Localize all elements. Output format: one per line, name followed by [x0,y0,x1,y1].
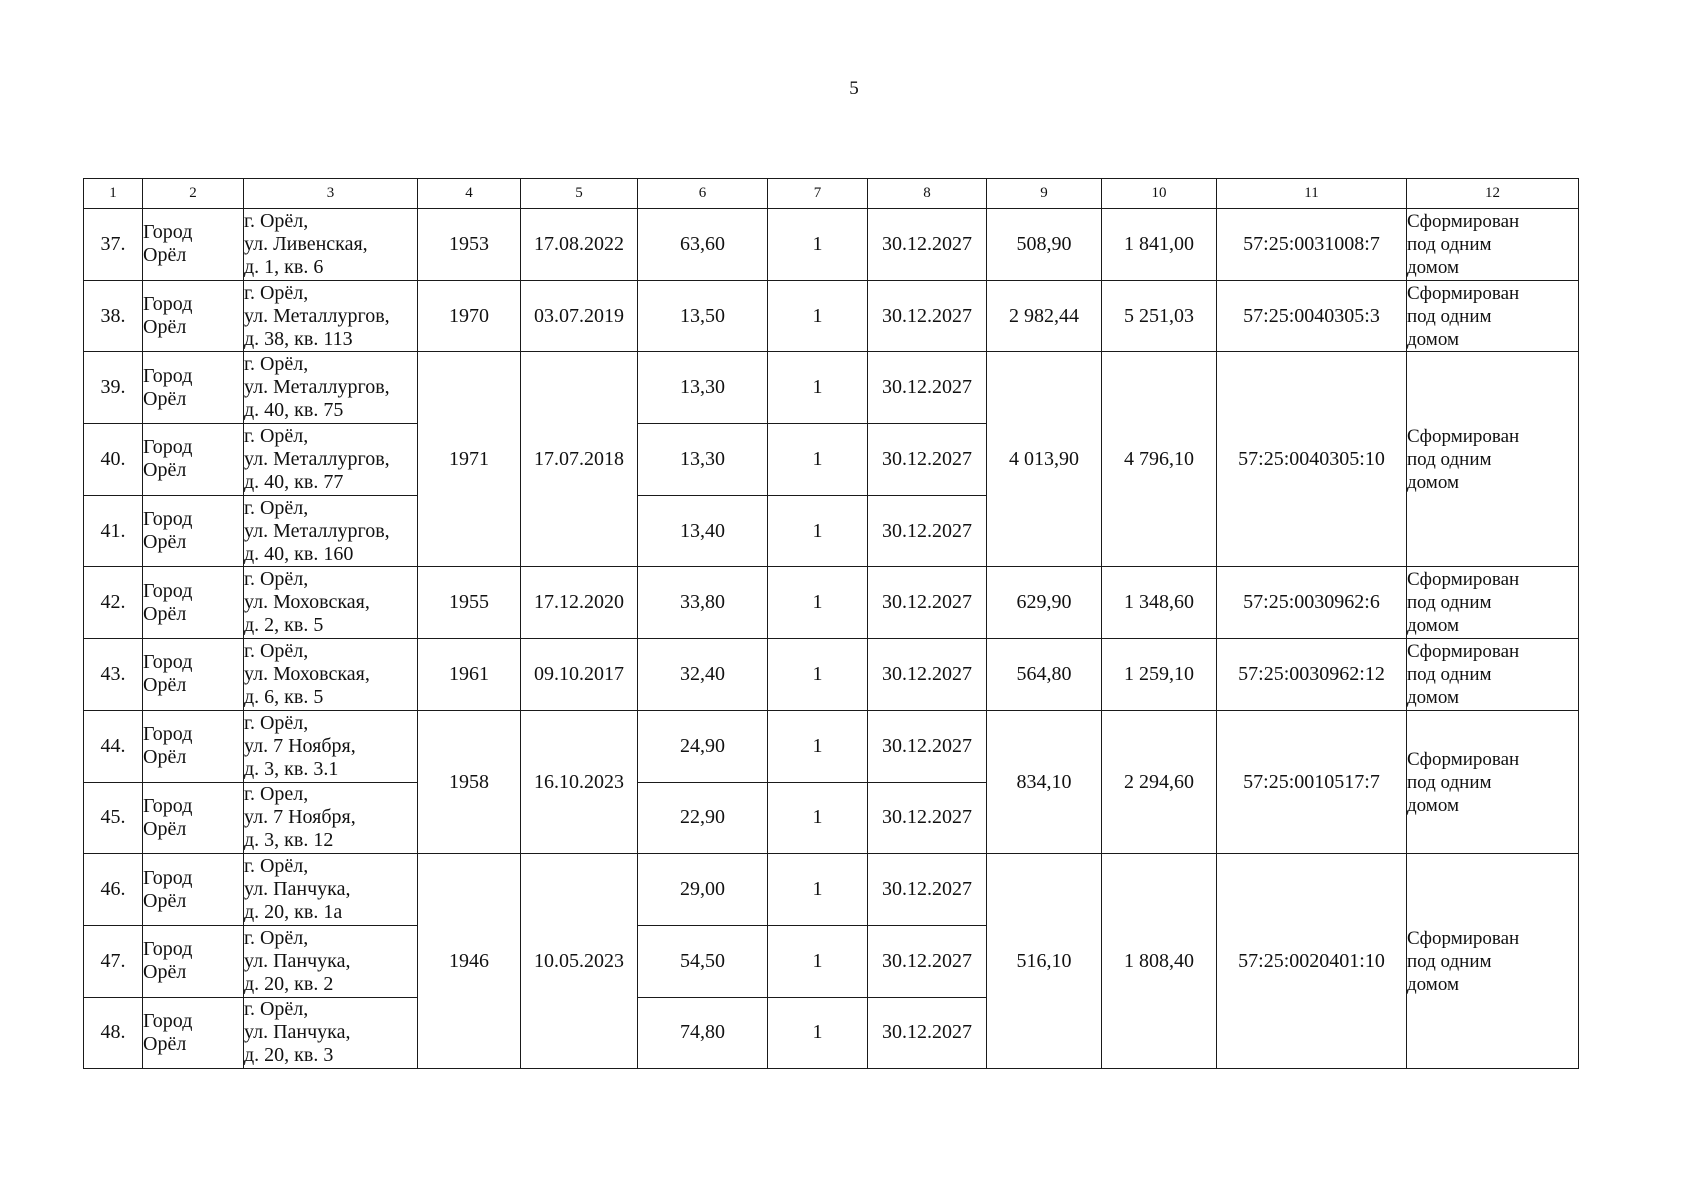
note-line: под одним [1407,448,1492,470]
area-cell: 13,30 [638,352,768,424]
residents-count-cell: 1 [768,209,868,281]
municipality-line: Орёл [143,961,187,984]
note-line: Сформирован [1407,748,1520,770]
area-cell: 13,40 [638,495,768,567]
residents-count-cell: 1 [768,495,868,567]
note-line: под одним [1407,592,1492,614]
note-line: под одним [1407,771,1492,793]
municipality-line: Орёл [143,1032,187,1055]
municipality-line: Орёл [143,459,187,482]
note-line: Сформирован [1407,927,1520,949]
municipality-cell [143,854,244,926]
header-cell: 9 [987,179,1102,209]
land-status-note-cell [1407,352,1579,567]
header-cell: 8 [868,179,987,209]
address-line: ул. Металлургов, [244,447,390,470]
municipality-line: Город [143,794,193,817]
header-cell: 4 [418,179,521,209]
emergency-date-cell: 10.05.2023 [521,854,638,1069]
address-line: д. 20, кв. 1а [244,901,343,924]
note-line: домом [1407,794,1459,816]
municipality-line: Город [143,579,193,602]
deadline-cell: 30.12.2027 [868,567,987,639]
address-line: г. Орёл, [244,424,309,447]
municipality-line: Орёл [143,746,187,769]
note-line: Сформирован [1407,425,1520,447]
row-number-cell: 47. [84,925,143,997]
address-line: г. Орёл, [244,711,309,734]
municipality-line: Город [143,866,193,889]
header-cell: 7 [768,179,868,209]
note-line: домом [1407,328,1459,350]
area-cell: 29,00 [638,854,768,926]
row-number-cell: 42. [84,567,143,639]
address-cell [244,352,418,424]
municipality-cell [143,280,244,352]
address-line: г. Орёл, [244,998,309,1021]
row-number-cell: 45. [84,782,143,854]
address-line: д. 40, кв. 77 [244,470,344,493]
area-cell: 24,90 [638,710,768,782]
deadline-cell: 30.12.2027 [868,997,987,1069]
land-status-note-cell [1407,209,1579,281]
deadline-cell: 30.12.2027 [868,209,987,281]
page-number: 5 [849,78,859,99]
land-area-cell: 2 294,60 [1102,710,1217,853]
note-line: домом [1407,686,1459,708]
address-line: ул. Металлургов, [244,304,390,327]
house-area-cell: 4 013,90 [987,352,1102,567]
table-row [84,280,1579,352]
address-line: ул. Панчука, [244,1021,351,1044]
municipality-line: Город [143,364,193,387]
area-cell: 22,90 [638,782,768,854]
land-status-note-cell [1407,854,1579,1069]
municipality-line: Орёл [143,602,187,625]
header-cell: 5 [521,179,638,209]
cadastre-number-cell: 57:25:0030962:12 [1217,639,1407,711]
municipality-cell [143,710,244,782]
residents-count-cell: 1 [768,925,868,997]
land-status-note-cell [1407,710,1579,853]
area-cell: 13,30 [638,424,768,496]
residents-count-cell: 1 [768,280,868,352]
address-line: ул. Моховская, [244,591,370,614]
cadastre-number-cell: 57:25:0010517:7 [1217,710,1407,853]
cadastre-number-cell: 57:25:0020401:10 [1217,854,1407,1069]
address-cell [244,639,418,711]
municipality-line: Орёл [143,889,187,912]
residents-count-cell: 1 [768,710,868,782]
emergency-date-cell: 09.10.2017 [521,639,638,711]
deadline-cell: 30.12.2027 [868,925,987,997]
address-line: ул. 7 Ноября, [244,806,356,829]
emergency-date-cell: 17.12.2020 [521,567,638,639]
deadline-cell: 30.12.2027 [868,495,987,567]
area-cell: 54,50 [638,925,768,997]
land-area-cell: 1 259,10 [1102,639,1217,711]
address-line: д. 2, кв. 5 [244,614,324,637]
emergency-date-cell: 17.07.2018 [521,352,638,567]
residents-count-cell: 1 [768,854,868,926]
note-line: домом [1407,256,1459,278]
municipality-line: Город [143,508,193,531]
row-number-cell: 48. [84,997,143,1069]
house-area-cell: 629,90 [987,567,1102,639]
address-line: д. 6, кв. 5 [244,685,324,708]
residents-count-cell: 1 [768,782,868,854]
address-line: ул. Панчука, [244,949,351,972]
address-line: ул. Панчука, [244,878,351,901]
year-built-cell: 1953 [418,209,521,281]
address-line: г. Орёл, [244,209,309,232]
municipality-line: Орёл [143,817,187,840]
address-line: д. 38, кв. 113 [244,327,353,350]
municipality-line: Город [143,651,193,674]
table-row [84,639,1579,711]
municipality-line: Город [143,221,193,244]
deadline-cell: 30.12.2027 [868,854,987,926]
year-built-cell: 1970 [418,280,521,352]
municipality-line: Город [143,1009,193,1032]
deadline-cell: 30.12.2027 [868,710,987,782]
table-row [84,710,1579,782]
address-line: д. 40, кв. 160 [244,542,354,565]
note-line: Сформирован [1407,640,1520,662]
deadline-cell: 30.12.2027 [868,639,987,711]
row-number-cell: 38. [84,280,143,352]
house-area-cell: 508,90 [987,209,1102,281]
land-area-cell: 4 796,10 [1102,352,1217,567]
house-area-cell: 516,10 [987,854,1102,1069]
note-line: под одним [1407,950,1492,972]
municipality-line: Город [143,293,193,316]
municipality-line: Орёл [143,531,187,554]
note-line: под одним [1407,663,1492,685]
header-cell: 1 [84,179,143,209]
land-status-note-cell [1407,567,1579,639]
row-number-cell: 44. [84,710,143,782]
note-line: домом [1407,471,1459,493]
address-line: ул. Металлургов, [244,376,390,399]
address-cell [244,495,418,567]
address-line: д. 20, кв. 2 [244,972,334,995]
address-line: г. Орел, [244,783,309,806]
municipality-cell [143,352,244,424]
land-area-cell: 1 808,40 [1102,854,1217,1069]
cadastre-number-cell: 57:25:0031008:7 [1217,209,1407,281]
note-line: Сформирован [1407,210,1520,232]
address-cell [244,997,418,1069]
year-built-cell: 1955 [418,567,521,639]
deadline-cell: 30.12.2027 [868,782,987,854]
header-cell: 11 [1217,179,1407,209]
municipality-line: Город [143,938,193,961]
table-row [84,209,1579,281]
land-status-note-cell [1407,639,1579,711]
area-cell: 32,40 [638,639,768,711]
house-area-cell: 564,80 [987,639,1102,711]
note-line: Сформирован [1407,569,1520,591]
municipality-line: Орёл [143,244,187,267]
deadline-cell: 30.12.2027 [868,280,987,352]
table-row [84,567,1579,639]
address-cell [244,567,418,639]
address-cell [244,424,418,496]
cadastre-number-cell: 57:25:0030962:6 [1217,567,1407,639]
address-line: д. 1, кв. 6 [244,255,324,278]
cadastre-number-cell: 57:25:0040305:3 [1217,280,1407,352]
address-line: ул. Ливенская, [244,232,368,255]
land-area-cell: 1 841,00 [1102,209,1217,281]
emergency-date-cell: 16.10.2023 [521,710,638,853]
land-area-cell: 5 251,03 [1102,280,1217,352]
header-cell: 12 [1407,179,1579,209]
table-body [84,209,1579,1069]
residents-count-cell: 1 [768,997,868,1069]
row-number-cell: 37. [84,209,143,281]
emergency-date-cell: 17.08.2022 [521,209,638,281]
municipality-cell [143,639,244,711]
note-line: домом [1407,615,1459,637]
note-line: домом [1407,973,1459,995]
municipality-cell [143,495,244,567]
address-line: ул. 7 Ноября, [244,734,356,757]
year-built-cell: 1961 [418,639,521,711]
deadline-cell: 30.12.2027 [868,424,987,496]
area-cell: 13,50 [638,280,768,352]
row-number-cell: 46. [84,854,143,926]
address-cell [244,710,418,782]
address-cell [244,209,418,281]
address-cell [244,280,418,352]
land-status-note-cell [1407,280,1579,352]
header-cell: 10 [1102,179,1217,209]
area-cell: 33,80 [638,567,768,639]
note-line: под одним [1407,305,1492,327]
municipality-cell [143,209,244,281]
note-line: Сформирован [1407,282,1520,304]
municipality-cell [143,567,244,639]
municipality-line: Орёл [143,387,187,410]
address-line: г. Орёл, [244,353,309,376]
year-built-cell: 1946 [418,854,521,1069]
area-cell: 63,60 [638,209,768,281]
address-line: ул. Металлургов, [244,519,390,542]
address-line: д. 3, кв. 12 [244,829,334,852]
municipality-line: Город [143,723,193,746]
municipality-cell [143,424,244,496]
address-line: г. Орёл, [244,639,309,662]
municipality-line: Город [143,436,193,459]
municipality-cell [143,782,244,854]
house-area-cell: 2 982,44 [987,280,1102,352]
table-row [84,352,1579,424]
year-built-cell: 1958 [418,710,521,853]
deadline-cell: 30.12.2027 [868,352,987,424]
address-cell [244,854,418,926]
row-number-cell: 43. [84,639,143,711]
residents-count-cell: 1 [768,424,868,496]
address-line: ул. Моховская, [244,662,370,685]
address-line: д. 3, кв. 3.1 [244,757,339,780]
address-cell [244,782,418,854]
municipality-line: Орёл [143,674,187,697]
residents-count-cell: 1 [768,567,868,639]
address-line: д. 20, кв. 3 [244,1044,334,1067]
row-number-cell: 40. [84,424,143,496]
header-cell: 6 [638,179,768,209]
address-line: г. Орёл, [244,281,309,304]
house-area-cell: 834,10 [987,710,1102,853]
note-line: под одним [1407,233,1492,255]
address-line: г. Орёл, [244,926,309,949]
municipality-line: Орёл [143,316,187,339]
emergency-date-cell: 03.07.2019 [521,280,638,352]
row-number-cell: 41. [84,495,143,567]
address-cell [244,925,418,997]
residents-count-cell: 1 [768,352,868,424]
row-number-cell: 39. [84,352,143,424]
header-row [84,179,1579,209]
municipality-cell [143,997,244,1069]
header-cell: 2 [143,179,244,209]
address-line: г. Орёл, [244,855,309,878]
address-line: г. Орёл, [244,496,309,519]
municipality-cell [143,925,244,997]
year-built-cell: 1971 [418,352,521,567]
address-line: д. 40, кв. 75 [244,399,344,422]
cadastre-number-cell: 57:25:0040305:10 [1217,352,1407,567]
land-area-cell: 1 348,60 [1102,567,1217,639]
header-cell: 3 [244,179,418,209]
residents-count-cell: 1 [768,639,868,711]
table-row [84,854,1579,926]
address-line: г. Орёл, [244,568,309,591]
housing-registry-table [83,178,1579,1069]
area-cell: 74,80 [638,997,768,1069]
